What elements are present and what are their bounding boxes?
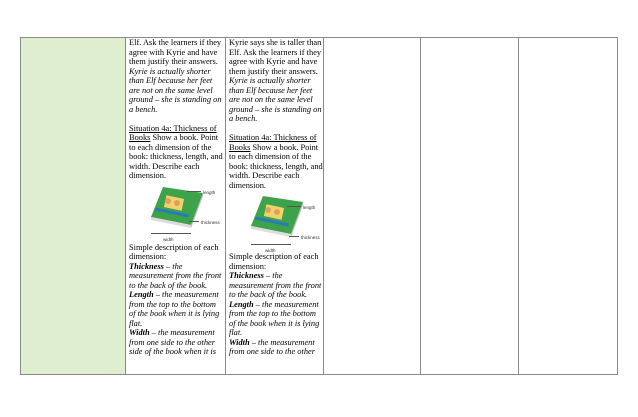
thickness-label: thickness — [301, 235, 320, 240]
width-term: Width — [129, 328, 150, 337]
book-image — [247, 196, 305, 238]
length-definition: Length – the measurement from the top to the bottom of the book when it is lying flat. — [229, 299, 320, 337]
simple-description: Simple description of each dimension: — [229, 252, 319, 271]
width-definition: Width – the measurement from one side to the other — [229, 337, 315, 356]
situation-paragraph — [129, 124, 223, 181]
thickness-label: thickness — [201, 219, 220, 225]
simple-description: Simple description of each dimension: — [129, 242, 219, 261]
situation-paragraph — [229, 133, 323, 190]
teacher-activity-column — [126, 38, 226, 374]
situation-text: Show a book. Point to each dimension of the book: thickness, length, and width. Describe each dimension. — [229, 142, 323, 190]
thickness-term: Thickness — [129, 261, 164, 271]
note-text: Kyrie is actually shorter than Elf because her feet are not on the same level ground – she is standing on a bench. — [129, 66, 222, 114]
intro-text: Kyrie says she is taller than Elf. Ask the learners if they agree with Kyrie and have them justify their answers. — [229, 38, 322, 76]
length-definition: Length – the measurement from the top to the bottom of the book when it is lying flat. — [129, 290, 220, 328]
thickness-definition: Thickness – the measurement from the front to the back of the book. — [129, 261, 222, 290]
length-term: Length — [229, 299, 254, 309]
length-label: length — [303, 205, 316, 210]
book-figure — [129, 183, 223, 243]
intro-text: Elf. Ask the learners if they agree with Kyrie and have them justify their answers. — [129, 38, 222, 66]
situation-text: Show a book. Point to each dimension of the book: thickness, length, and width. Describe each dimension. — [129, 133, 223, 180]
situation-label: Situation 4a: Thickness of Books — [229, 133, 317, 152]
note-text: Kyrie is actually shorter than Elf because her feet are not on the same level ground – she is standing on a bench. — [229, 76, 322, 123]
width-definition: Width – the measurement from one side to the other side of the book when it is — [129, 328, 216, 356]
width-term: Width — [229, 337, 250, 347]
length-term: Length — [129, 290, 154, 299]
book-image — [147, 187, 205, 229]
empty-column — [324, 38, 421, 374]
situation-label: Situation 4a: Thickness of Books — [129, 123, 217, 142]
width-label: width — [265, 248, 276, 253]
label-column — [21, 38, 126, 374]
empty-column — [519, 38, 618, 374]
lesson-table — [20, 37, 618, 375]
column-content — [129, 38, 223, 357]
thickness-definition: Thickness – the measurement from the front to the back of the book. — [229, 271, 322, 299]
thickness-term: Thickness — [229, 271, 264, 280]
width-label: width — [163, 236, 174, 242]
learner-activity-column — [226, 38, 324, 374]
book-figure — [229, 192, 323, 252]
length-label: length — [203, 189, 216, 195]
empty-column — [421, 38, 519, 374]
column-content — [229, 38, 323, 357]
